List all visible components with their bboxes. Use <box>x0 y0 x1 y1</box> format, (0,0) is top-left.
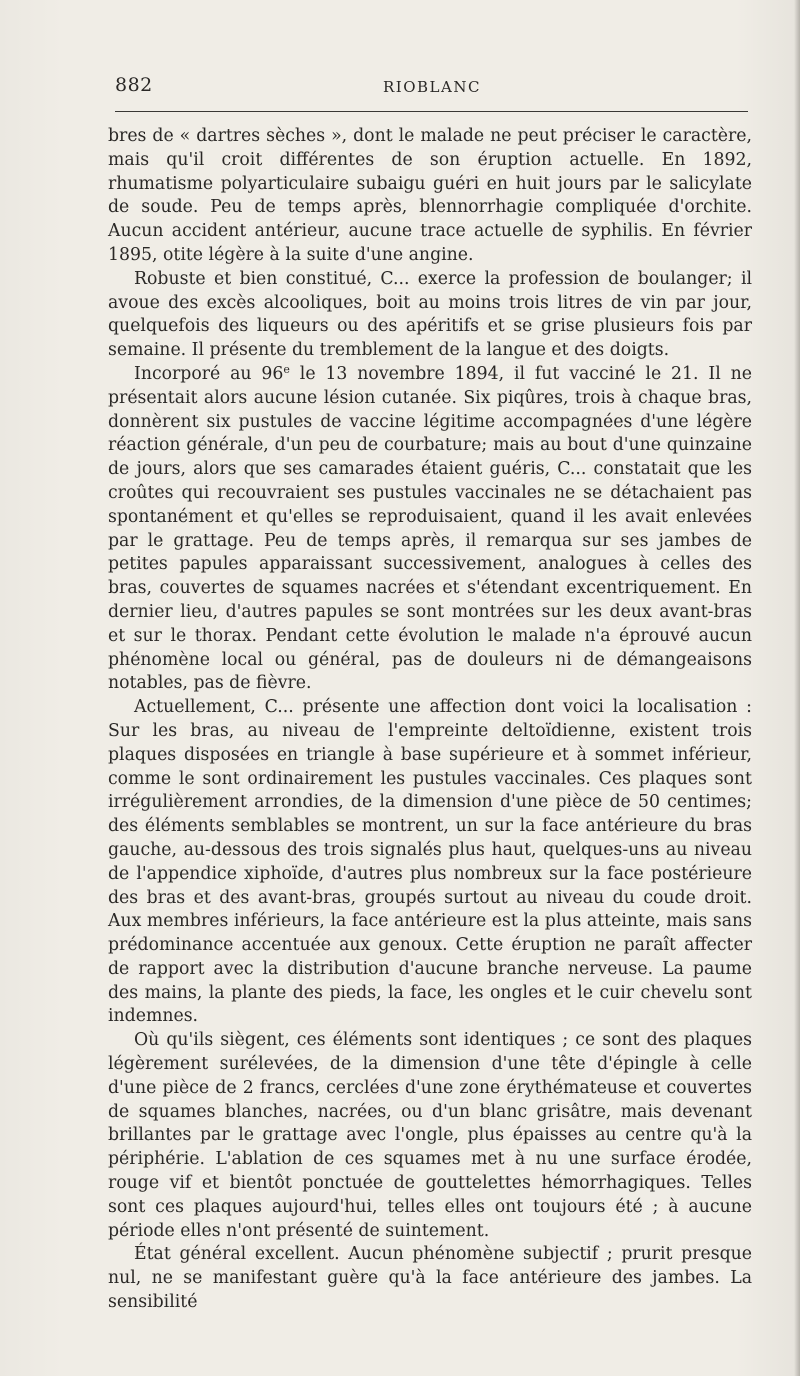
page-header <box>115 74 748 102</box>
paragraph: bres de « dartres sèches », dont le malade ne peut préciser le caractère, mais qu'il croit différentes de son éruption actuelle. En 1892, rhumatisme polyarticulaire subaigu guéri en huit jours par le salicylate de soude. Peu de temps après, blennorrhagie compliquée d'orchite. Aucun accident antérieur, aucune trace actuelle de syphilis. En février 1895, otite légère à la suite d'une angine. <box>108 126 752 265</box>
body-text <box>108 125 752 1315</box>
running-head: RIOBLANC <box>383 78 481 96</box>
paragraph: Robuste et bien constitué, C... exerce la profession de boulanger; il avoue des excès alcooliques, boit au moins trois litres de vin par jour, quelquefois des liqueurs ou des apéritifs et se grise plusieurs fois par semaine. Il présente du tremblement de la langue et des doigts. <box>108 268 752 361</box>
paragraph: Actuellement, C... présente une affection dont voici la localisation : Sur les bras, au niveau de l'empreinte deltoïdienne, existent trois plaques disposées en triangle à base supérieure et à sommet inférieur, comme le sont ordinairement les pustules vaccinales. Ces plaques sont irrégulièrement arrondies, de la dimension d'une pièce de 50 centimes; des éléments semblables se montrent, un sur la face antérieure du bras gauche, au-dessous des trois signalés plus haut, quelques-uns au niveau de l'appendice xiphoïde, d'autres plus nombreux sur la face postérieure des bras et des avant-bras, groupés surtout au niveau du coude droit. Aux membres inférieurs, la face antérieure est la plus atteinte, mais sans prédominance accentuée aux genoux. Cette éruption ne paraît affecter de rapport avec la distribution d'aucune branche nerveuse. La paume des mains, la plante des pieds, la face, les ongles et le cuir chevelu sont indemnes. <box>108 697 752 1027</box>
paragraph: Où qu'ils siègent, ces éléments sont identiques ; ce sont des plaques légèrement surélevées, de la dimension d'une tête d'épingle à celle d'une pièce de 2 francs, cerclées d'une zone érythémateuse et couvertes de squames blanches, nacrées, ou d'un blanc grisâtre, mais devenant brillantes par le grattage avec l'ongle, plus épaisses au centre qu'à la périphérie. L'ablation de ces squames met à nu une surface érodée, rouge vif et bientôt ponctuée de gouttelettes hémorrhagiques. Telles sont ces plaques aujourd'hui, telles elles ont toujours été ; à aucune période elles n'ont présenté de suintement. <box>108 1030 752 1241</box>
paragraph: État général excellent. Aucun phénomène subjectif ; prurit presque nul, ne se manifestant guère qu'à la face antérieure des jambes. La sensibilité <box>108 1244 752 1313</box>
page-number: 882 <box>115 74 153 96</box>
header-rule <box>115 111 748 112</box>
paragraph: Incorporé au 96e le 13 novembre 1894, il fut vacciné le 21. Il ne présentait alors aucune lésion cutanée. Six piqûres, trois à chaque bras, donnèrent six pustules de vaccine légitime accompagnées d'une légère réaction générale, d'un peu de courbature; mais au bout d'une quinzaine de jours, alors que ses camarades étaient guéris, C... constatait que les croûtes qui recouvraient ses pustules vaccinales ne se détachaient pas spontanément et qu'elles se reproduisaient, quand il les avait enlevées par le grattage. Peu de temps après, il remarqua sur ses jambes de petites papules apparaissant successivement, analogues à celles des bras, couvertes de squames nacrées et s'étendant excentriquement. En dernier lieu, d'autres papules se sont montrées sur les deux avant-bras et sur le thorax. Pendant cette évolution le malade n'a éprouvé aucun phénomène local ou général, pas de douleurs ni de démangeaisons notables, pas de fièvre. <box>108 362 752 694</box>
page-edge-shadow <box>794 0 800 1376</box>
